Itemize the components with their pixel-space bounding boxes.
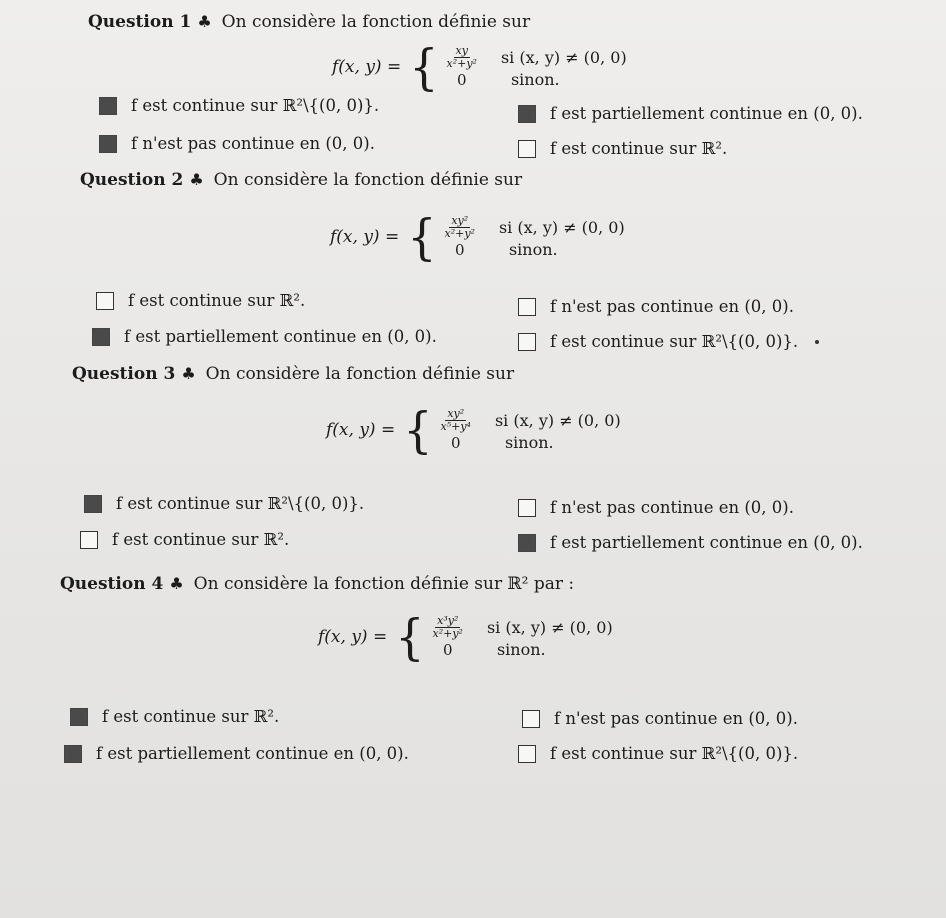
checkbox[interactable] (518, 333, 536, 351)
option-text: f est partiellement continue en (0, 0). (550, 104, 863, 123)
option-text: f est continue sur ℝ². (128, 291, 306, 310)
checkbox[interactable] (70, 708, 88, 726)
ink-dot (815, 340, 819, 344)
checkbox[interactable] (518, 298, 536, 316)
q4-option-1[interactable] (70, 707, 279, 726)
q3-option-2[interactable] (518, 498, 794, 517)
question-2-header (80, 170, 522, 190)
checkbox[interactable] (99, 97, 117, 115)
checkbox[interactable] (518, 499, 536, 517)
condition: si (x, y) ≠ (0, 0) (498, 217, 625, 237)
q2-option-4[interactable] (518, 332, 798, 351)
checkbox[interactable] (99, 135, 117, 153)
otherwise: sinon. (496, 640, 546, 660)
formula-lhs: f(x, y) = (326, 420, 396, 440)
fraction: $\frac{xy}{\text{x²+y²}}$ (446, 43, 477, 70)
option-text: f est partiellement continue en (0, 0). (96, 744, 409, 763)
club-icon: ♣ (181, 364, 196, 383)
question-label: Question 2 (80, 170, 184, 190)
option-text: f est continue sur ℝ². (112, 530, 290, 549)
option-text: f est partiellement continue en (0, 0). (124, 327, 437, 346)
fraction: $\frac{\text{xy²}}{\text{x⁵+y⁴}}$ (440, 406, 471, 433)
option-text: f est continue sur ℝ²\{(0, 0)}. (131, 96, 380, 115)
condition: si (x, y) ≠ (0, 0) (486, 617, 613, 637)
q3-option-3[interactable] (80, 530, 289, 549)
option-text: f est continue sur ℝ²\{(0, 0)}. (550, 332, 799, 351)
question-1-formula (332, 38, 627, 96)
question-intro: On considère la fonction définie sur (213, 170, 523, 190)
condition: si (x, y) ≠ (0, 0) (494, 410, 621, 430)
club-icon: ♣ (189, 170, 204, 189)
zero-value: 0 (456, 70, 467, 89)
question-label: Question 1 (88, 12, 192, 32)
question-intro: On considère la fonction définie sur (221, 12, 531, 32)
club-icon: ♣ (169, 574, 184, 593)
brace-icon: { (407, 208, 437, 266)
condition: si (x, y) ≠ (0, 0) (500, 47, 627, 67)
question-label: Question 4 (60, 574, 164, 594)
option-text: f est continue sur ℝ²\{(0, 0)}. (116, 494, 365, 513)
checkbox[interactable] (92, 328, 110, 346)
q1-option-2[interactable] (518, 104, 863, 123)
zero-value: 0 (442, 640, 453, 659)
q2-option-1[interactable] (96, 291, 305, 310)
brace-icon: { (409, 38, 439, 96)
fraction: $\frac{\text{xy²}}{\text{x²+y²}}$ (444, 213, 475, 240)
option-text: f n'est pas continue en (0, 0). (550, 297, 794, 316)
checkbox[interactable] (80, 531, 98, 549)
question-intro: On considère la fonction définie sur (205, 364, 515, 384)
zero-value: 0 (450, 433, 461, 452)
question-2-formula (330, 208, 625, 266)
option-text: f est partiellement continue en (0, 0). (550, 533, 863, 552)
formula-lhs: f(x, y) = (332, 57, 402, 77)
q1-option-4[interactable] (518, 139, 727, 158)
fraction: $\frac{\text{x³y²}}{\text{x²+y²}}$ (432, 613, 463, 640)
checkbox[interactable] (64, 745, 82, 763)
q3-option-4[interactable] (518, 533, 863, 552)
q1-option-3[interactable] (99, 134, 375, 153)
question-3-header (72, 364, 514, 384)
checkbox[interactable] (518, 105, 536, 123)
q2-option-2[interactable] (518, 297, 794, 316)
option-text: f n'est pas continue en (0, 0). (131, 134, 375, 153)
option-text: f est continue sur ℝ². (550, 139, 728, 158)
q4-option-3[interactable] (64, 744, 409, 763)
otherwise: sinon. (508, 240, 558, 260)
question-label: Question 3 (72, 364, 176, 384)
checkbox[interactable] (96, 292, 114, 310)
checkbox[interactable] (84, 495, 102, 513)
option-text: f est continue sur ℝ²\{(0, 0)}. (550, 744, 799, 763)
question-4-header (60, 574, 574, 594)
q2-option-3[interactable] (92, 327, 437, 346)
option-text: f est continue sur ℝ². (102, 707, 280, 726)
brace-icon: { (395, 608, 425, 666)
formula-lhs: f(x, y) = (330, 227, 400, 247)
option-text: f n'est pas continue en (0, 0). (550, 498, 794, 517)
q3-option-1[interactable] (84, 494, 364, 513)
zero-value: 0 (454, 240, 465, 259)
option-text: f n'est pas continue en (0, 0). (554, 709, 798, 728)
q4-option-4[interactable] (518, 744, 798, 763)
otherwise: sinon. (510, 70, 560, 90)
checkbox[interactable] (518, 745, 536, 763)
checkbox[interactable] (518, 534, 536, 552)
q4-option-2[interactable] (522, 709, 798, 728)
otherwise: sinon. (504, 433, 554, 453)
checkbox[interactable] (522, 710, 540, 728)
question-intro: On considère la fonction définie sur ℝ² par : (193, 574, 575, 594)
question-1-header (88, 12, 530, 32)
checkbox[interactable] (518, 140, 536, 158)
brace-icon: { (403, 401, 433, 459)
q1-option-1[interactable] (99, 96, 379, 115)
question-3-formula (326, 401, 621, 459)
club-icon: ♣ (197, 12, 212, 31)
formula-lhs: f(x, y) = (318, 627, 388, 647)
question-4-formula (318, 608, 613, 666)
